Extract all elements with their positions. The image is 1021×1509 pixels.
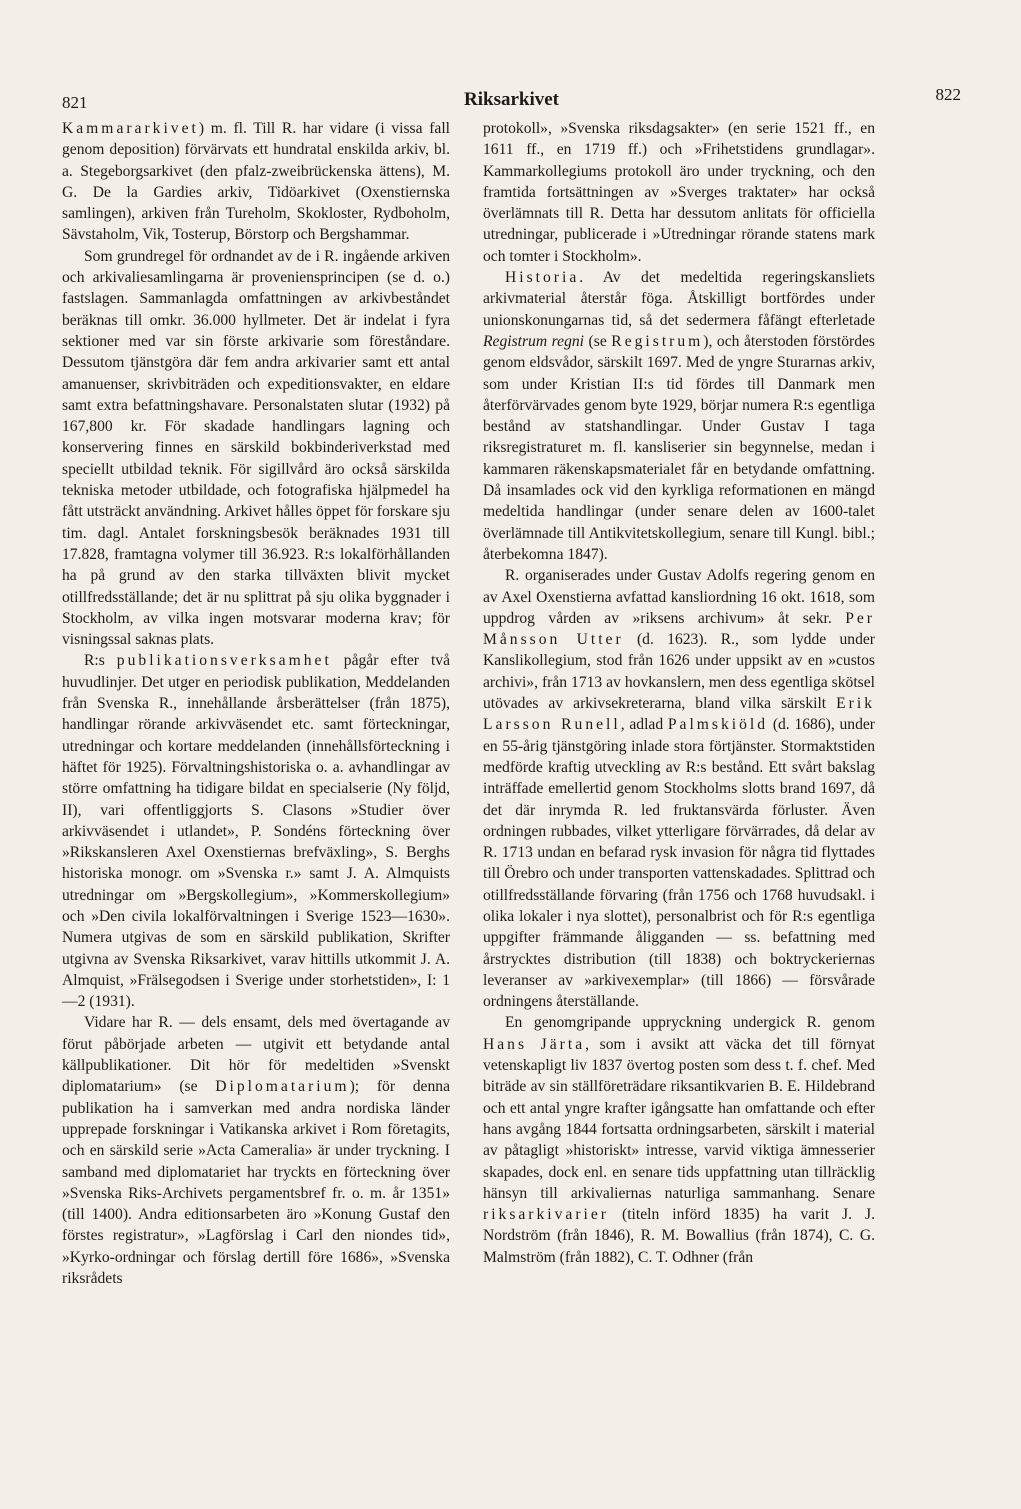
term-kammararkivet: Kammararkivet xyxy=(62,120,199,137)
left-column xyxy=(62,118,450,1289)
page-header xyxy=(62,85,961,115)
paragraph-organization-history: R. organiserades under Gustav Adolfs regering genom en av Axel Oxenstierna avfattad kansliordning 16 okt. 1618, som uppdrog vården av »riksens archivum» åt sekr. Per Månsson Utter (d. 1623). R., som lydde under Kanslikollegium, stod från 1626 under uppsikt av en »custos archivi», från 1713 av hovkanslern, men dess egentliga skötsel utövades av arkivsekreterarna, bland vilka särskilt Erik Larsson Runell, adlad Palmskiöld (d. 1686), under en 55-årig tjänstgöring inlade stora förtjänster. Stormaktstiden medförde kraftig utveckling av R:s bestånd. Ett svårt bakslag inträffade emellertid genom Stockholms slotts brand 1697, då det där inrymda R. led fruktansvärda förluster. Även ordningen rubbades, vilket ytterligare förvärrades, då delar av R. 1713 undan en befarad rysk invasion för några tid flyttades till Örebro och under transporten vattenskadades. Splittrad och otillfredsställande förvaring (från 1756 och 1768 huvudsakl. i olika lokaler i nya slottet), personalbrist och för R:s egentliga uppgifter främmande åligganden — ss. befattning med årstrycktes distribution (till 1838) och boktryckeriernas leveranser av »arkivexemplar» (till 1866) — försvårade ordningens återställande. xyxy=(483,567,875,1011)
name-palmskiold: Palmskiöld xyxy=(667,716,769,734)
term-diplomatarium: Diplomatarium xyxy=(215,1078,350,1096)
right-column xyxy=(483,118,875,1268)
left-page-number: 821 xyxy=(62,93,88,112)
paragraph-organization: Som grundregel för ordnandet av de i R. ingående arkiven och arkivaliesamlingarna är proveniensprincipen (se d. o.) fastslagen. Sammanlagda omfattningen av arkivbeståndet beräknas till omkr. 36.000 hyllmeter. Det är indelat i fyra sektioner med var sin förste arkivarie som föreståndare. Dessutom tjänstgöra där fem andra arkivarier samt ett antal amanuenser, skrivbiträden och expeditionsvakter, en eldare samt extra befattningshavare. Personalstaten slutar (1932) på 167,800 kr. För skadade handlingars lagning och konservering finnes en särskild bokbinderiverkstad med speciellt utbildad teknik. För sigillvård äro också särskilda tekniska metoder utbildade, och fotografiska hjälpmedel ha fått utsträckt användning. Arkivet hålles öppet för forskare sju tim. dagl. Antalet forskningsbesök beräknades 1931 till 17.828, framtagna volymer till 36.923. R:s lokalförhållanden ha på grund av den starka tillväxten blivit mycket otillfredsställande; det är nu splittrat på sju olika byggnader i Stockholm, av vilka ingen motsvarar moderna krav; för visningssal saknas plats. xyxy=(62,247,450,649)
name-hans-jarta: Hans Järta xyxy=(483,1035,586,1053)
term-riksarkivarier: riksarkivarier xyxy=(483,1206,609,1224)
running-title: Riksarkivet xyxy=(464,89,559,110)
term-publikationsverksamhet: publikationsverksamhet xyxy=(116,652,332,670)
paragraph-source-publications: Vidare har R. — dels ensamt, dels med övertagande av förut påbörjade arbeten — utgivit ett betydande antal källpublikationer. Dit hör för medeltiden »Svenskt diplomatarium» (se Diplomatarium); för denna publikation ha i samverkan med andra nordiska länder upprepade forskningar i Vatikanska arkivet i Rom företagits, och en särskild serie »Acta Cameralia» är under tryckning. I samband med diplomatariet har tryckts en förteckning över »Svenska Riks-Archivets pergamentsbref fr. o. m. år 1351» (till 1400). Andra editionsarbeten äro »Konung Gustaf den förstes registratur», »Lagförslag i Carl den niondes tid», »Kyrko-ordningar och förslag dertill före 1686», »Svenska riksrådets xyxy=(62,1014,450,1288)
name-erik-larsson-runell: Erik Larsson Runell xyxy=(483,695,875,734)
term-registrum: Registrum xyxy=(611,332,704,350)
paragraph-protocols: protokoll», »Svenska riksdagsakter» (en serie 1521 ff., en 1611 ff., en 1719 ff.) och »Frihetstidens grundlagar». Kammarkollegiums protokoll äro under tryckning, och den framtida fortsättningen av »Sverges traktater» har också överlämnats till R. Detta har dessutom anlitats för officiella utredningar, publicerade i »Utredningar rörande statens mark och tomter i Stockholm». xyxy=(483,120,875,265)
paragraph-archives: Kammararkivet) m. fl. Till R. har vidare (i vissa fall genom deposition) förvärvats ett hundratal enskilda arkiv, bl. a. Stegeborgsarkivet (den pfalz-zweibrückenska ättens), M. G. De la Gardies arkiv, Tidöarkivet (Oxenstiernska samlingen), arkiven från Tureholm, Skokloster, Rydboholm, Sävstaholm, Vik, Tosterup, Börstorp och Bergshammar. xyxy=(62,120,450,244)
paragraph-reform: En genomgripande uppryckning undergick R. genom Hans Järta, som i avsikt att väcka det till förnyat vetenskapligt liv 1837 övertog posten som dess t. f. chef. Med biträde av sin ställföreträdare riksantikvarien B. E. Hildebrand och ett antal yngre krafter igångsatte han omfattande och efter hans avgång 1844 fortsatta ordningsarbeten, särskilt i material av påtagligt »historiskt» intresse, varvid viktiga ämnesserier skapades, dock enl. en senare tids uppfattning utan tillräcklig hänsyn till arkivaliernas naturliga sammanhang. Senare riksarkivarier (titeln införd 1835) ha varit J. J. Nordström (från 1846), R. M. Bowallius (från 1874), C. G. Malmström (från 1882), C. T. Odhner (från xyxy=(483,1014,876,1266)
term-registrum-regni: Registrum regni xyxy=(483,332,584,350)
paragraph-publications: R:s publikationsverksamhet pågår efter två huvudlinjer. Det utger en periodisk publikation, Meddelanden från Svenska R., innehållande årsberättelser (från 1875), handlingar rörande arkivväsendet etc. samt förteckningar, utredningar och kortare meddelanden (innehållsförteckning i häftet för 1925). Förvaltningshistoriska o. a. avhandlingar av större omfattning ha tidigare bildat en specialserie (Ny följd, II), vari offentliggjorts S. Clasons »Studier över arkivväsendet i utlandet», P. Sondéns förteckning över »Rikskansleren Axel Oxenstiernas brefväxling», S. Berghs historiska monogr. om »Svenska r.» samt J. A. Almquists utredningar om »Bergskollegium», »Kommerskollegium» och »Den civila lokalförvaltningen i Sverige 1523—1630». Numera utgivas de som en särskild publikation, Skrifter utgivna av Svenska Riksarkivet, varav hittills utkommit J. A. Almquist, »Frälsegodsen i Sverige under storhetstiden», I: 1—2 (1931). xyxy=(62,652,450,1011)
name-per-mansson-utter: Per Månsson Utter xyxy=(483,609,875,649)
term-historia: Historia xyxy=(505,269,580,287)
right-page-number: 822 xyxy=(935,85,961,104)
paragraph-history: Historia. Av det medeltida regeringskansliets arkivmaterial återstår föga. Åtskilligt bortfördes under unionskonungarnas tid, så det sedermera fåfängt efterletade Registrum regni (se Registrum), och återstoden förstördes genom eldsvådor, särskilt 1697. Med de yngre Sturarnas arkiv, som under Kristian II:s tid fördes till Danmark men återförvärvades genom byte 1929, börjar numera R:s egentliga bestånd av statshandlingar. Under Gustav I taga riksregistraturet m. fl. kansliserier sin begynnelse, medan i kammaren räkenskapsmaterialet får en betydande omfattning. Då insamlades ock vid den kyrkliga reformationen en mängd medeltida handlingar (under senare delen av 1600-talet överlämnade till Antikvitetskollegium, senare till Kungl. bibl.; återbekomna 1847). xyxy=(483,269,875,563)
